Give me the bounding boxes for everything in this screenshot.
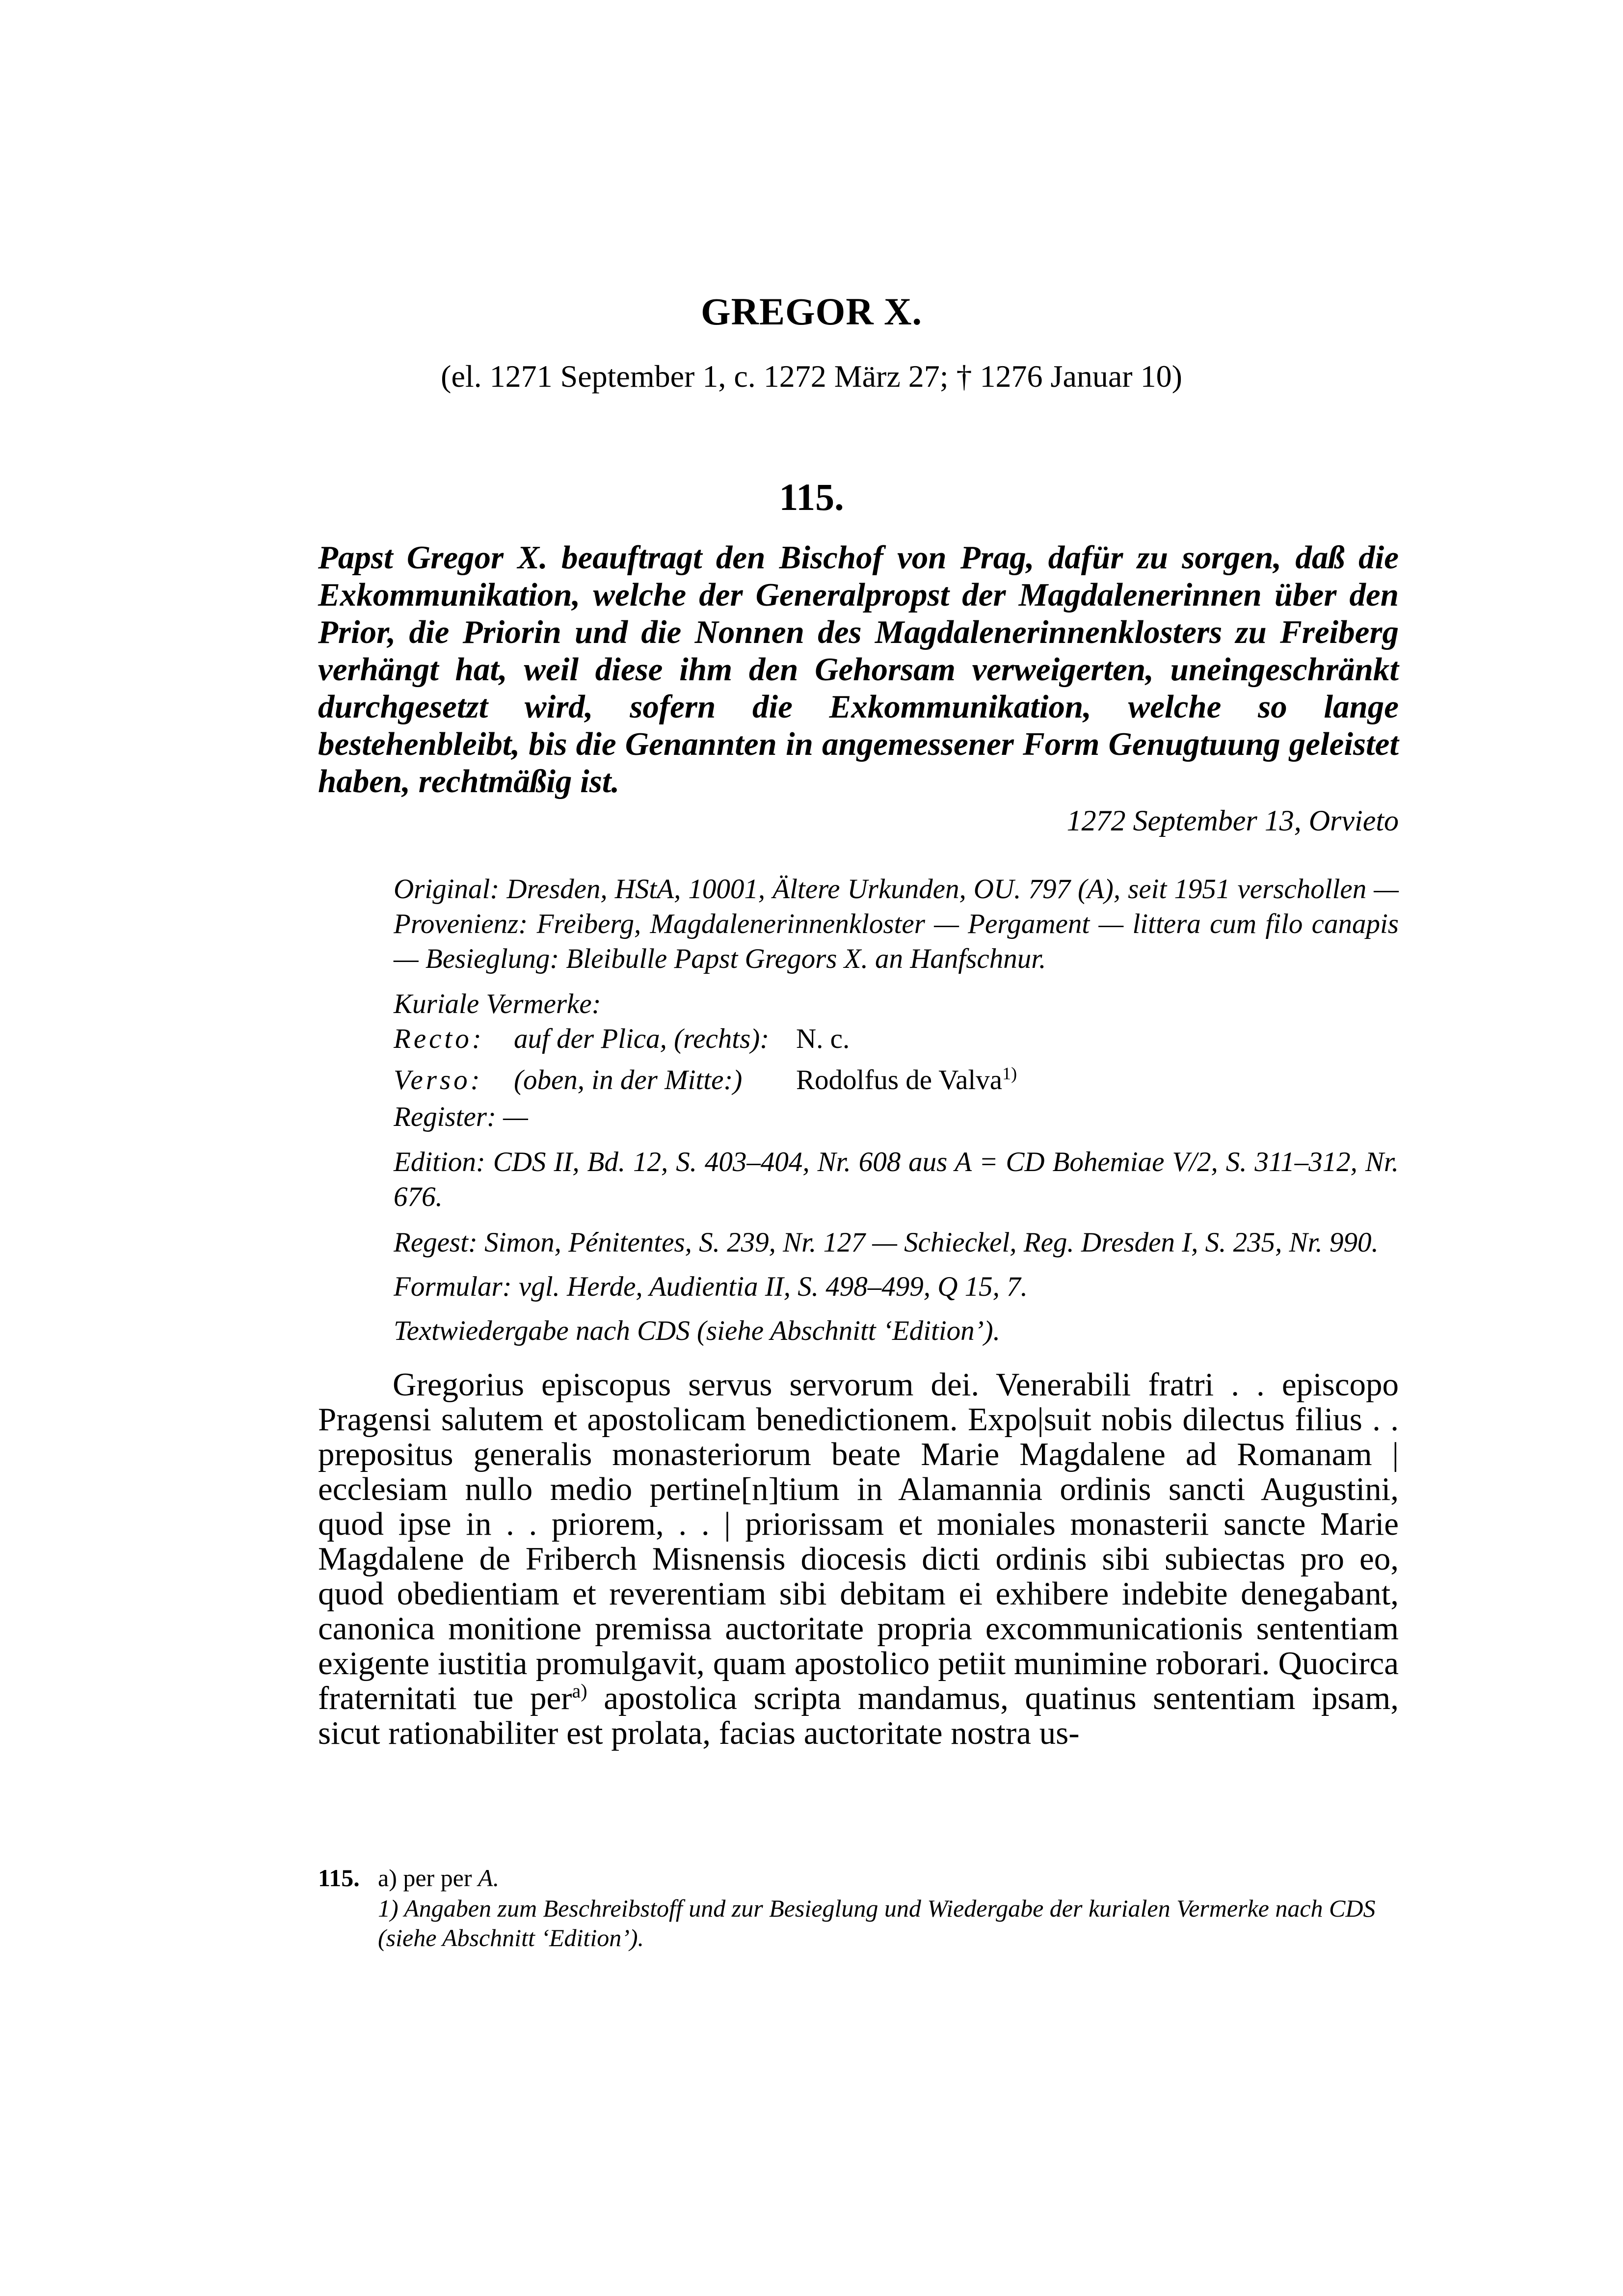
footnote-1-text: 1) Angaben zum Beschreibstoff und zur Besieglung und Wiedergabe der kurialen Vermerke nach CDS (siehe Abschnitt ‘Edition’). (378, 1895, 1376, 1951)
original-info (394, 872, 1399, 976)
verso-location: (oben, in der Mitte:) (514, 1065, 743, 1095)
formular-line: Formular: vgl. Herde, Audientia II, S. 498–499, Q 15, 7. (394, 1271, 1028, 1302)
footnote-a-source: A. (478, 1864, 500, 1892)
document-number: 115. (779, 476, 844, 518)
charter-text-part-1: Gregorius episcopus servus servorum dei. Venerabili fratri . . episcopo Pragensi salutem et apostolicam benedictionem. Expo|suit nobis dilectus filius . . prepositus generalis monasteriorum beate Marie Magdalene ad Romanam | ecclesiam nullo medio pertine[n]tium in Alamannia ordinis sancti Augustini, quod ipse in . . priorem, . . | priorissam et moniales monasterii sancte Marie Magdalene de Friberch Misnensis diocesis dicti ordinis sibi subiectas pro eo, quod obedientiam et reverentiam sibi debitam ei exhibere indebite denegabant, canonica monitione premissa auctoritate propria excommunicationis sententiam exigente iustitia promulgavit, quam apostolico petiit munimine roborari. Quocirca fraternitati tue per (318, 1366, 1399, 1716)
recto-value: N. c. (796, 1023, 850, 1054)
footnote-number: 115. (318, 1864, 360, 1892)
recto-key: Recto: (394, 1023, 484, 1054)
verso-footnote-marker: 1) (1002, 1064, 1017, 1083)
charter-text-part-2: apostolica scripta mandamus, quatinus sententiam ipsam, sicut rationabiliter est prolata, facias auctoritate nostra us- (318, 1680, 1399, 1751)
charter-text (318, 1367, 1399, 1751)
register-line: Register: — (394, 1101, 528, 1132)
verso-key: Verso: (394, 1065, 483, 1095)
verso-row (394, 1056, 1017, 1097)
edition-line: Edition: CDS II, Bd. 12, S. 403–404, Nr. 608 aus A = CD Bohemiae V/2, S. 311–312, Nr. 676. (394, 1147, 1399, 1212)
footnote-1 (318, 1894, 1399, 1952)
kuriale-label: Kuriale Vermerke: (394, 988, 601, 1019)
textwiedergabe-line: Textwiedergabe nach CDS (siehe Abschnitt ‘Edition’). (394, 1315, 1000, 1346)
dateline: 1272 September 13, Orvieto (1066, 804, 1399, 837)
pontificate-dates: (el. 1271 September 1, c. 1272 März 27; † 1276 Januar 10) (441, 359, 1182, 394)
footnote-a (318, 1863, 1399, 1893)
document-summary: Papst Gregor X. beauftragt den Bischof von Prag, dafür zu sorgen, daß die Exkommunikation, welche der Generalpropst der Magdalenerinnen über den Prior, die Priorin und die Nonnen des Magdalenerinnenklosters zu Freiberg verhängt hat, weil diese ihm den Gehorsam verweigerten, uneingeschränkt durchgesetzt wird, sofern die Exkommunikation, welche so lange bestehenbleibt, bis die Genannten in angemessener Form Genugtuung geleistet haben, rechtmäßig ist. (318, 539, 1399, 800)
recto-row (394, 1021, 850, 1056)
footnote-marker-a: a) (572, 1680, 587, 1702)
verso-value: Rodolfus de Valva (796, 1065, 1003, 1095)
regest-line: Regest: Simon, Pénitentes, S. 239, Nr. 127 — Schieckel, Reg. Dresden I, S. 235, Nr. 990. (394, 1227, 1379, 1258)
original-text: Original: Dresden, HStA, 10001, Ältere Urkunden, OU. 797 (A), seit 1951 verschollen — Provenienz: Freiberg, Magdalenerinnenkloster — Pergament — littera cum filo canapis — Besieglung: Bleibulle Papst Gregors X. an Hanfschnur. (394, 874, 1399, 974)
page-title: GREGOR X. (700, 290, 923, 333)
recto-location: auf der Plica, (rechts): (514, 1023, 770, 1054)
footnote-a-label: a) per per (378, 1864, 479, 1892)
